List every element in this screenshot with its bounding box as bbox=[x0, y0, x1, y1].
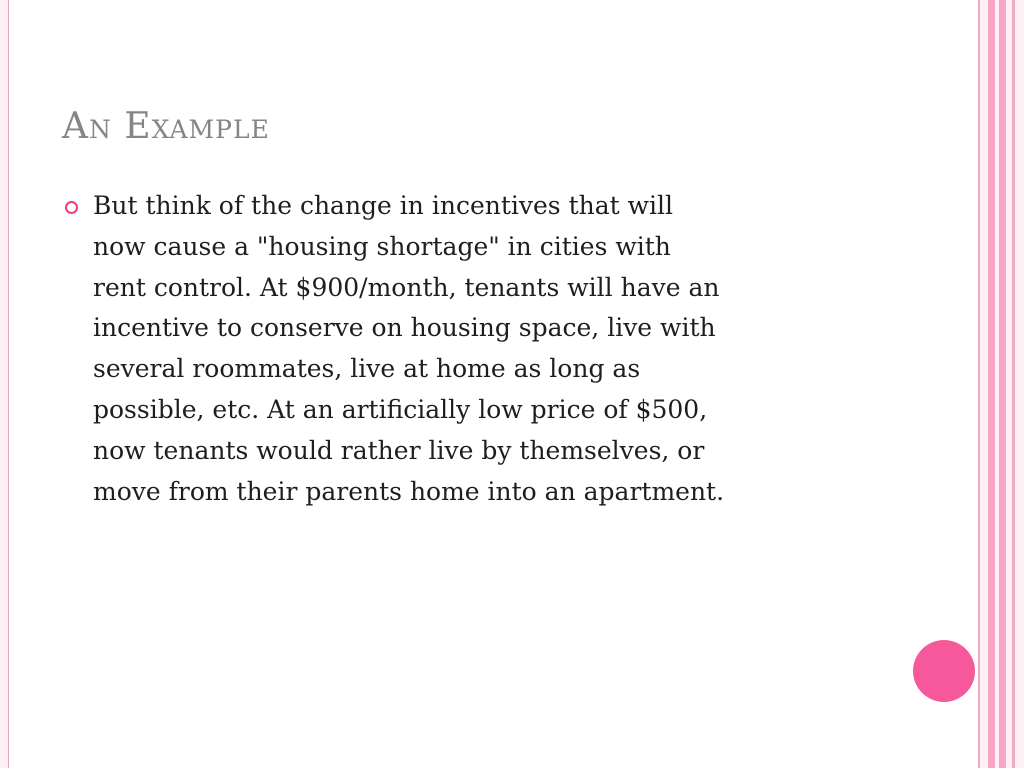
decorative-stripe bbox=[1015, 0, 1024, 768]
bullet-text: But think of the change in incentives that will now cause a "housing shortage" in cities with rent control. At $900/month, tenants will have an incentive to conserve on housing space, live with several roommates, live at home as long as possible, etc. At an artificially low price of $500, now tenants would rather live by themselves, or move from their parents home into an apartment. bbox=[93, 191, 725, 506]
hollow-circle-icon bbox=[65, 201, 78, 214]
left-border-strip bbox=[0, 0, 9, 768]
decorative-stripe bbox=[988, 0, 995, 768]
filled-circle-icon bbox=[913, 640, 975, 702]
slide-title: An Example bbox=[62, 106, 270, 147]
decorative-stripe bbox=[999, 0, 1006, 768]
bullet-list bbox=[62, 186, 882, 512]
decorative-stripe bbox=[980, 0, 988, 768]
bullet-item bbox=[62, 186, 882, 512]
